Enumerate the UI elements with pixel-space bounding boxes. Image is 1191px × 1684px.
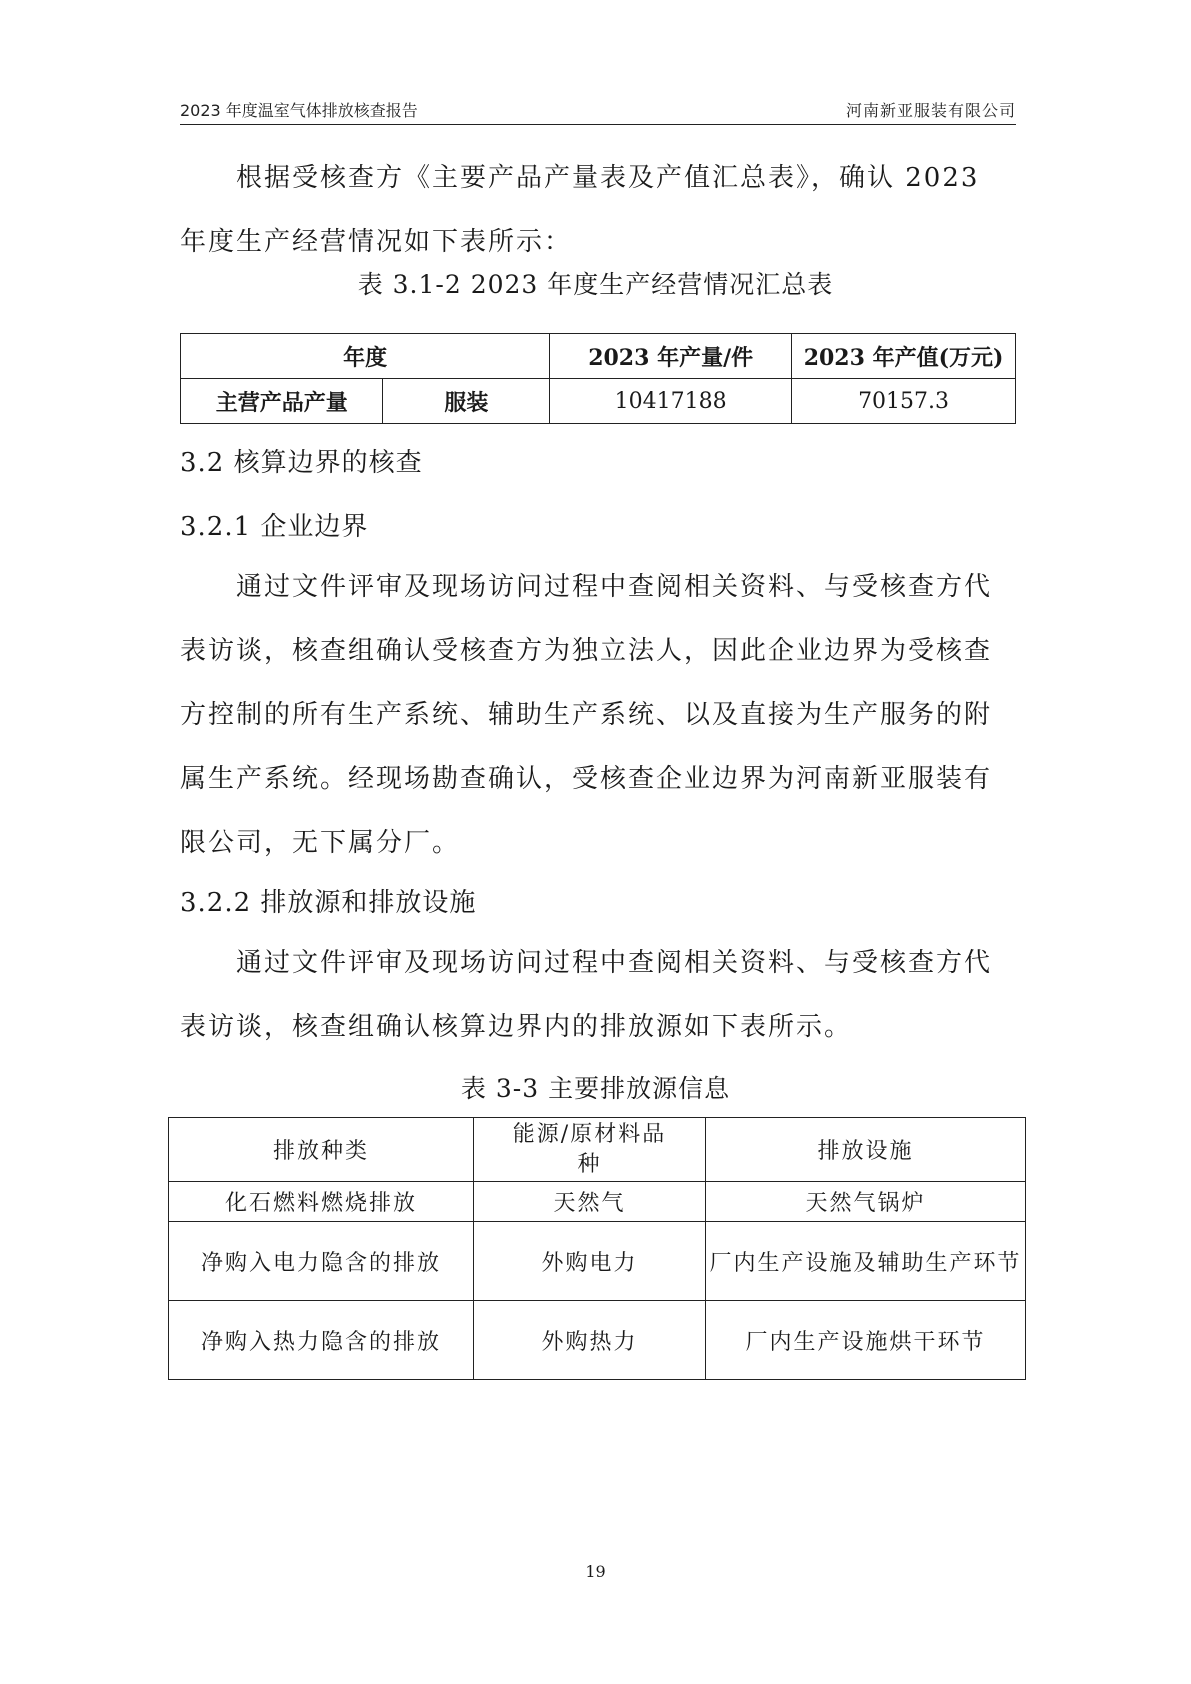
page-number: 19	[585, 1562, 606, 1581]
emission-source-paragraph: 通过文件评审及现场访问过程中查阅相关资料、与受核查方代表访谈，核查组确认核算边界内的排放源如下表所示。	[180, 948, 993, 1042]
table2-caption: 表 3-3 主要排放源信息	[460, 1074, 731, 1103]
table-cell: 服装	[383, 379, 550, 424]
table-header-cell: 能源/原材料品种	[474, 1118, 706, 1182]
table-header-row	[169, 1118, 1026, 1182]
table-row	[169, 1301, 1026, 1380]
production-summary-table	[180, 333, 1016, 424]
enterprise-boundary-paragraph: 通过文件评审及现场访问过程中查阅相关资料、与受核查方代表访谈，核查组确认受核查方为独立法人，因此企业边界为受核查方控制的所有生产系统、辅助生产系统、以及直接为生产服务的附属生产系统。经现场勘查确认，受核查企业边界为河南新亚服装有限公司，无下属分厂。	[180, 572, 993, 858]
section-heading-3-2: 3.2 核算边界的核查	[180, 448, 423, 478]
table-header-row	[181, 334, 1016, 379]
table-cell: 净购入电力隐含的排放	[169, 1222, 474, 1301]
table-cell: 厂内生产设施及辅助生产环节	[706, 1222, 1026, 1301]
table-header-cell: 2023 年产值(万元)	[792, 334, 1016, 379]
table1-caption: 表 3.1-2 2023 年度生产经营情况汇总表	[357, 270, 834, 299]
header-company-name: 河南新亚服装有限公司	[845, 101, 1016, 120]
table-cell: 主营产品产量	[181, 379, 383, 424]
table-row	[169, 1222, 1026, 1301]
table-cell: 外购热力	[474, 1301, 706, 1380]
table-cell: 外购电力	[474, 1222, 706, 1301]
section-heading-3-2-2: 3.2.2 排放源和排放设施	[180, 888, 477, 918]
table-cell: 70157.3	[792, 379, 1016, 424]
table-row	[181, 379, 1016, 424]
table-cell: 天然气锅炉	[706, 1182, 1026, 1222]
table-header-cell: 排放种类	[169, 1118, 474, 1182]
table-cell: 厂内生产设施烘干环节	[706, 1301, 1026, 1380]
emission-source-table	[168, 1117, 1026, 1380]
header-report-title: 2023 年度温室气体排放核查报告	[180, 101, 418, 120]
table-cell: 10417188	[550, 379, 792, 424]
table-cell: 净购入热力隐含的排放	[169, 1301, 474, 1380]
table-cell: 化石燃料燃烧排放	[169, 1182, 474, 1222]
table-cell: 天然气	[474, 1182, 706, 1222]
table-header-cell: 排放设施	[706, 1118, 1026, 1182]
table-row	[169, 1182, 1026, 1222]
table-header-cell: 年度	[181, 334, 550, 379]
table-header-cell: 2023 年产量/件	[550, 334, 792, 379]
section-heading-3-2-1: 3.2.1 企业边界	[180, 512, 369, 542]
intro-paragraph: 根据受核查方《主要产品产量表及产值汇总表》，确认 2023 年度生产经营情况如下表所示：	[180, 163, 980, 257]
page-header	[180, 96, 1016, 125]
